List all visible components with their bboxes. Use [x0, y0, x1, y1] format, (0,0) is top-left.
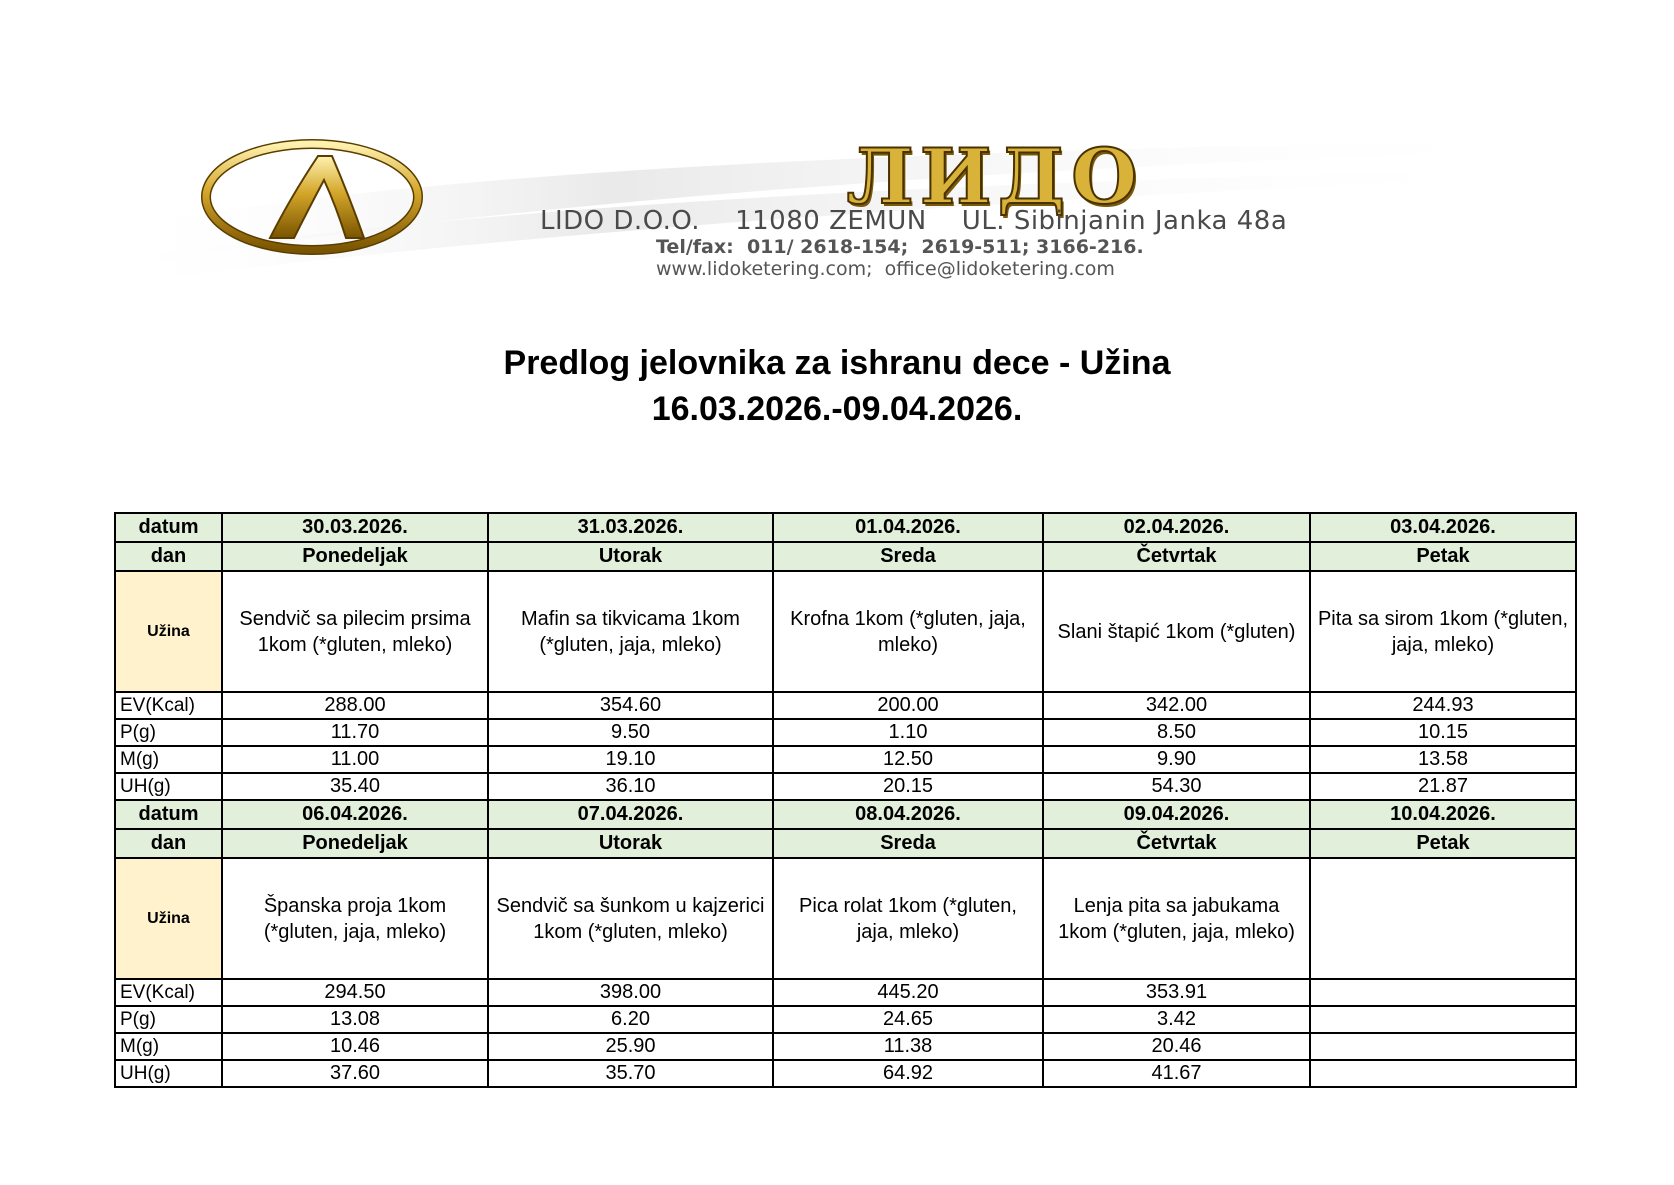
meal-cell: Sendvič sa pilecim prsima 1kom (*gluten, mleko) — [222, 571, 488, 692]
meal-cell: Slani štapić 1kom (*gluten) — [1043, 571, 1310, 692]
meal-cell: Sendvič sa šunkom u kajzerici 1kom (*gluten, mleko) — [488, 858, 773, 979]
meal-cell: Pica rolat 1kom (*gluten, jaja, mleko) — [773, 858, 1043, 979]
m-cell: 20.46 — [1043, 1033, 1310, 1060]
row-label: P(g) — [115, 719, 222, 746]
day-row — [115, 542, 1576, 571]
row-label: M(g) — [115, 1033, 222, 1060]
row-label: UH(g) — [115, 1060, 222, 1087]
meal-cell: Mafin sa tikvicama 1kom (*gluten, jaja, mleko) — [488, 571, 773, 692]
uh-cell: 37.60 — [222, 1060, 488, 1087]
uh-cell — [1310, 1060, 1576, 1087]
day-cell: Četvrtak — [1043, 542, 1310, 571]
m-cell — [1310, 1033, 1576, 1060]
date-cell: 03.04.2026. — [1310, 513, 1576, 542]
row-label: dan — [115, 829, 222, 858]
p-cell — [1310, 1006, 1576, 1033]
ev-cell: 445.20 — [773, 979, 1043, 1006]
meal-row — [115, 858, 1576, 979]
day-cell: Utorak — [488, 829, 773, 858]
ev-cell: 244.93 — [1310, 692, 1576, 719]
p-cell: 6.20 — [488, 1006, 773, 1033]
m-cell: 12.50 — [773, 746, 1043, 773]
meal-cell: Lenja pita sa jabukama 1kom (*gluten, jaja, mleko) — [1043, 858, 1310, 979]
date-cell: 01.04.2026. — [773, 513, 1043, 542]
m-cell: 19.10 — [488, 746, 773, 773]
row-label: M(g) — [115, 746, 222, 773]
row-label: Užina — [115, 858, 222, 979]
p-cell: 1.10 — [773, 719, 1043, 746]
ev-cell: 398.00 — [488, 979, 773, 1006]
date-row — [115, 800, 1576, 829]
ev-cell: 200.00 — [773, 692, 1043, 719]
date-cell: 31.03.2026. — [488, 513, 773, 542]
contact-phone: Tel/fax: 011/ 2618-154; 2619-511; 3166-216. — [656, 236, 1144, 258]
p-cell: 11.70 — [222, 719, 488, 746]
carbs-row — [115, 1060, 1576, 1087]
ev-cell — [1310, 979, 1576, 1006]
meal-cell: Španska proja 1kom (*gluten, jaja, mleko) — [222, 858, 488, 979]
m-cell: 11.00 — [222, 746, 488, 773]
menu-table — [114, 512, 1577, 1088]
p-cell: 3.42 — [1043, 1006, 1310, 1033]
day-cell: Četvrtak — [1043, 829, 1310, 858]
row-label: EV(Kcal) — [115, 692, 222, 719]
meal-cell: Krofna 1kom (*gluten, jaja, mleko) — [773, 571, 1043, 692]
row-label: datum — [115, 513, 222, 542]
protein-row — [115, 719, 1576, 746]
uh-cell: 20.15 — [773, 773, 1043, 800]
m-cell: 10.46 — [222, 1033, 488, 1060]
day-cell: Petak — [1310, 829, 1576, 858]
m-cell: 11.38 — [773, 1033, 1043, 1060]
m-cell: 25.90 — [488, 1033, 773, 1060]
day-cell: Ponedeljak — [222, 542, 488, 571]
uh-cell: 64.92 — [773, 1060, 1043, 1087]
row-label: P(g) — [115, 1006, 222, 1033]
date-cell: 10.04.2026. — [1310, 800, 1576, 829]
day-row — [115, 829, 1576, 858]
p-cell: 10.15 — [1310, 719, 1576, 746]
page-title: Predlog jelovnika za ishranu dece - Užina — [503, 344, 1171, 382]
row-label: dan — [115, 542, 222, 571]
ev-cell: 294.50 — [222, 979, 488, 1006]
ev-cell: 288.00 — [222, 692, 488, 719]
energy-row — [115, 979, 1576, 1006]
energy-row — [115, 692, 1576, 719]
day-cell: Petak — [1310, 542, 1576, 571]
uh-cell: 41.67 — [1043, 1060, 1310, 1087]
date-cell: 30.03.2026. — [222, 513, 488, 542]
date-cell: 06.04.2026. — [222, 800, 488, 829]
day-cell: Sreda — [773, 542, 1043, 571]
logo-emblem-icon — [200, 138, 424, 256]
row-label: datum — [115, 800, 222, 829]
date-row — [115, 513, 1576, 542]
meal-row — [115, 571, 1576, 692]
protein-row — [115, 1006, 1576, 1033]
brand-logotype: ЛИДО — [846, 132, 1144, 221]
date-cell: 08.04.2026. — [773, 800, 1043, 829]
fat-row — [115, 1033, 1576, 1060]
company-address: LIDO D.O.O. 11080 ZEMUN UL. Sibinjanin Janka 48a — [540, 206, 1288, 236]
uh-cell: 35.40 — [222, 773, 488, 800]
uh-cell: 35.70 — [488, 1060, 773, 1087]
p-cell: 8.50 — [1043, 719, 1310, 746]
date-cell: 09.04.2026. — [1043, 800, 1310, 829]
day-cell: Sreda — [773, 829, 1043, 858]
uh-cell: 36.10 — [488, 773, 773, 800]
fat-row — [115, 746, 1576, 773]
row-label: EV(Kcal) — [115, 979, 222, 1006]
meal-cell — [1310, 858, 1576, 979]
day-cell: Utorak — [488, 542, 773, 571]
uh-cell: 21.87 — [1310, 773, 1576, 800]
p-cell: 13.08 — [222, 1006, 488, 1033]
m-cell: 9.90 — [1043, 746, 1310, 773]
carbs-row — [115, 773, 1576, 800]
meal-cell: Pita sa sirom 1kom (*gluten, jaja, mleko) — [1310, 571, 1576, 692]
letterhead — [110, 110, 1570, 300]
date-cell: 07.04.2026. — [488, 800, 773, 829]
ev-cell: 354.60 — [488, 692, 773, 719]
row-label: UH(g) — [115, 773, 222, 800]
ev-cell: 342.00 — [1043, 692, 1310, 719]
uh-cell: 54.30 — [1043, 773, 1310, 800]
row-label: Užina — [115, 571, 222, 692]
date-range: 16.03.2026.-09.04.2026. — [651, 390, 1023, 428]
p-cell: 24.65 — [773, 1006, 1043, 1033]
m-cell: 13.58 — [1310, 746, 1576, 773]
date-cell: 02.04.2026. — [1043, 513, 1310, 542]
ev-cell: 353.91 — [1043, 979, 1310, 1006]
day-cell: Ponedeljak — [222, 829, 488, 858]
contact-web: www.lidoketering.com; office@lidoketering.com — [656, 258, 1115, 280]
p-cell: 9.50 — [488, 719, 773, 746]
